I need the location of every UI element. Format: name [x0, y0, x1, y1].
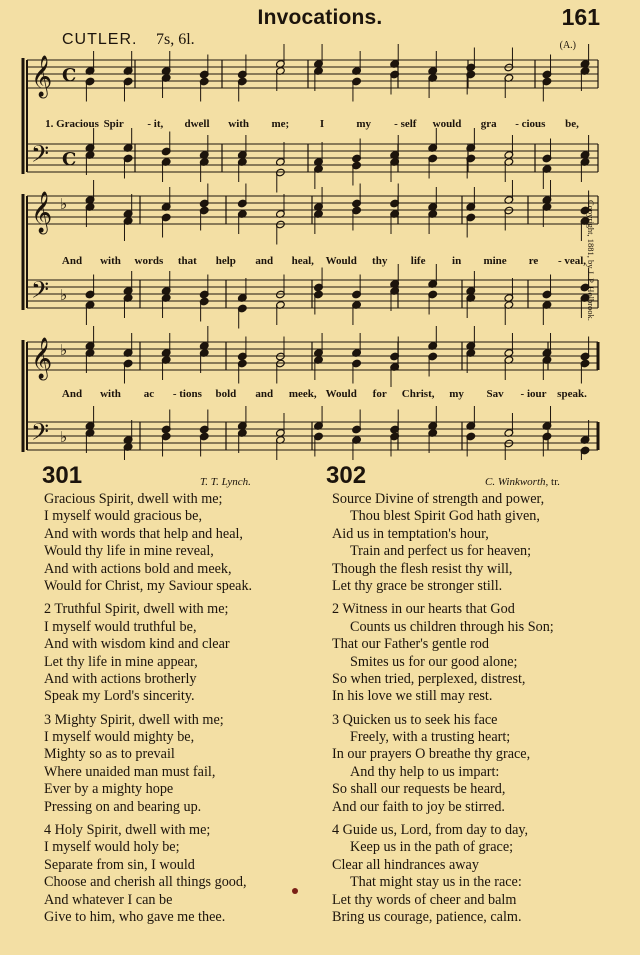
- stanza-line: And with actions brotherly: [44, 670, 197, 687]
- hymn-301-number: 301: [42, 462, 83, 489]
- hymn-302-author-name: C. Winkworth,: [485, 476, 549, 488]
- stanza-line: Mighty so as to prevail: [44, 746, 175, 763]
- stanza-line: I myself would mighty be,: [44, 729, 195, 746]
- stanza-line: 3 Quicken us to seek his face: [332, 711, 498, 728]
- stanza-line: So when tried, perplexed, distrest,: [332, 670, 526, 687]
- treble-clef: 𝄞: [31, 338, 53, 379]
- lyric-syllable: words: [134, 255, 164, 267]
- lyric-syllable: And: [61, 255, 83, 267]
- lyric-syllable: Would: [325, 388, 357, 400]
- stanza-line: Ever by a mighty hope: [44, 781, 174, 798]
- stanza-line: Thou blest Spirit God hath given,: [350, 508, 540, 525]
- stanza-line: I myself would truthful be,: [44, 618, 197, 635]
- lyric-syllable: that: [177, 255, 197, 267]
- stanza-line: 3 Mighty Spirit, dwell with me;: [44, 711, 224, 728]
- lyric-syllable: be,: [565, 118, 579, 130]
- lyric-syllable: for: [372, 388, 387, 400]
- treble-clef: 𝄞: [31, 56, 53, 97]
- copyright-notice: Copyright, 1881, by J. P. Holbrook.: [586, 200, 596, 321]
- stanza-line: Train and perfect us for heaven;: [350, 543, 532, 560]
- stanza-line: Freely, with a trusting heart;: [350, 729, 511, 746]
- stanza-line: Would for Christ, my Saviour speak.: [44, 577, 253, 594]
- lyric-syllable: speak.: [557, 388, 587, 400]
- hymn-302-number: 302: [326, 462, 367, 489]
- stanza-line: Let thy words of cheer and balm: [332, 891, 517, 908]
- stanza-line: Choose and cherish all things good,: [44, 874, 247, 891]
- lyric-syllable: would: [432, 118, 462, 130]
- lyric-syllable: and: [255, 388, 274, 400]
- lyric-syllable: meek,: [288, 388, 317, 400]
- page-ornament: [292, 888, 298, 894]
- stanza-line: Would thy life in mine reveal,: [44, 543, 214, 560]
- stanza-line: So shall our requests be heard,: [332, 781, 506, 798]
- stanza-line: Counts us children through his Son;: [350, 618, 554, 635]
- lyric-syllable: - self: [394, 118, 417, 130]
- hymn-302-author-suffix: tr.: [551, 476, 560, 488]
- hymn-302-author: [485, 476, 560, 488]
- lyric-syllable: my: [356, 118, 371, 130]
- stanza-line: In his love we still may rest.: [332, 688, 493, 705]
- stanza-line: Pressing on and bearing up.: [44, 798, 202, 815]
- stanza-line: Smites us for our good alone;: [350, 653, 518, 670]
- stanza-line: 4 Holy Spirit, dwell with me;: [44, 822, 211, 839]
- stanza-line: Clear all hindrances away: [332, 856, 479, 873]
- stanza-line: I myself would gracious be,: [44, 508, 202, 525]
- stanza-line: In our prayers O breathe thy grace,: [332, 746, 531, 763]
- lyric-syllable: with: [100, 255, 121, 267]
- stanza-line: 2 Truthful Spirit, dwell with me;: [44, 601, 229, 618]
- lyric-syllable: thy: [372, 255, 388, 267]
- tune-name: CUTLER.: [62, 31, 138, 48]
- stanza-line: And our faith to joy be stirred.: [332, 798, 505, 815]
- meter: 7s, 6l.: [156, 31, 195, 48]
- bass-clef: 𝄢: [31, 276, 50, 309]
- stanza-line: Where unaided man must fail,: [44, 763, 216, 780]
- lyric-syllable: in: [452, 255, 462, 267]
- key-mark: (A.): [559, 40, 576, 51]
- lyric-syllable: with: [228, 118, 250, 130]
- lyric-syllable: gra: [480, 118, 497, 130]
- lyric-syllable: I: [319, 118, 325, 130]
- lyric-syllable: - iour: [520, 388, 547, 400]
- stanza-line: And with words that help and heal,: [44, 525, 243, 542]
- lyric-syllable: Christ,: [401, 388, 435, 400]
- lyric-syllable: life: [410, 255, 426, 267]
- stanza-line: And with actions bold and meek,: [44, 560, 232, 577]
- stanza-line: Aid us in temptation's hour,: [332, 525, 489, 542]
- stanza-line: And thy help to us impart:: [350, 763, 500, 780]
- lyric-syllable: - it,: [147, 118, 164, 130]
- stanza-line: Source Divine of strength and power,: [332, 491, 545, 507]
- page-number: 161: [561, 4, 600, 30]
- bass-clef: 𝄢: [31, 418, 50, 451]
- stanza-line: Separate from sin, I would: [44, 856, 195, 873]
- lyric-syllable: my: [449, 388, 464, 400]
- lyric-syllable: and: [255, 255, 274, 267]
- lyric-syllable: Spir: [103, 118, 124, 130]
- time-signature: C: [62, 149, 77, 170]
- lyric-syllable: 1. Gracious: [45, 118, 99, 130]
- stanza-line: Let thy grace be stronger still.: [332, 577, 503, 594]
- lyric-syllable: heal,: [291, 255, 314, 267]
- stanza-line: And whatever I can be: [44, 891, 173, 908]
- stanza-line: And with wisdom kind and clear: [44, 636, 230, 653]
- lyric-syllable: Would: [325, 255, 357, 267]
- stanza-line: Let thy life in mine appear,: [44, 653, 198, 670]
- lyric-syllable: with: [100, 388, 121, 400]
- lyric-syllable: Sav: [486, 388, 504, 400]
- stanza-line: Speak my Lord's sincerity.: [44, 688, 195, 705]
- stanza-line: Bring us courage, patience, calm.: [332, 908, 522, 925]
- lyric-syllable: - tions: [172, 388, 202, 400]
- page-title: Invocations.: [257, 6, 383, 29]
- flat-key-signature: ♭: [60, 286, 68, 304]
- hymn-302-text: [332, 491, 602, 926]
- lyric-syllable: dwell: [184, 118, 210, 130]
- lyric-syllable: re: [528, 255, 539, 267]
- lyric-syllable: - veal,: [557, 255, 587, 267]
- time-signature: C: [62, 65, 77, 86]
- stanza-line: 4 Guide us, Lord, from day to day,: [332, 822, 529, 839]
- stanza-line: Gracious Spirit, dwell with me;: [44, 491, 223, 507]
- hymn-301-text: [44, 491, 314, 926]
- stanza-line: Give to him, who gave me thee.: [44, 908, 226, 925]
- lyric-syllable: mine: [483, 255, 507, 267]
- flat-key-signature: ♭: [60, 428, 68, 446]
- hymn-301-author: T. T. Lynch.: [200, 476, 251, 488]
- lyric-syllable: - cious: [515, 118, 546, 130]
- lyric-syllable: me;: [271, 118, 290, 130]
- flat-key-signature: ♭: [60, 341, 68, 359]
- lyric-syllable: help: [215, 255, 236, 267]
- stanza-line: That our Father's gentle rod: [332, 636, 489, 653]
- bass-clef: 𝄢: [31, 140, 50, 173]
- stanza-line: Keep us in the path of grace;: [350, 839, 514, 856]
- lyric-syllable: ac: [143, 388, 155, 400]
- stanza-line: That might stay us in the race:: [350, 874, 522, 891]
- flat-key-signature: ♭: [60, 195, 68, 213]
- stanza-line: 2 Witness in our hearts that God: [332, 601, 515, 618]
- stanza-line: I myself would holy be;: [44, 839, 180, 856]
- stanza-line: Though the flesh resist thy will,: [332, 560, 513, 577]
- treble-clef: 𝄞: [31, 192, 53, 233]
- lyric-syllable: bold: [215, 388, 237, 400]
- lyric-syllable: And: [61, 388, 83, 400]
